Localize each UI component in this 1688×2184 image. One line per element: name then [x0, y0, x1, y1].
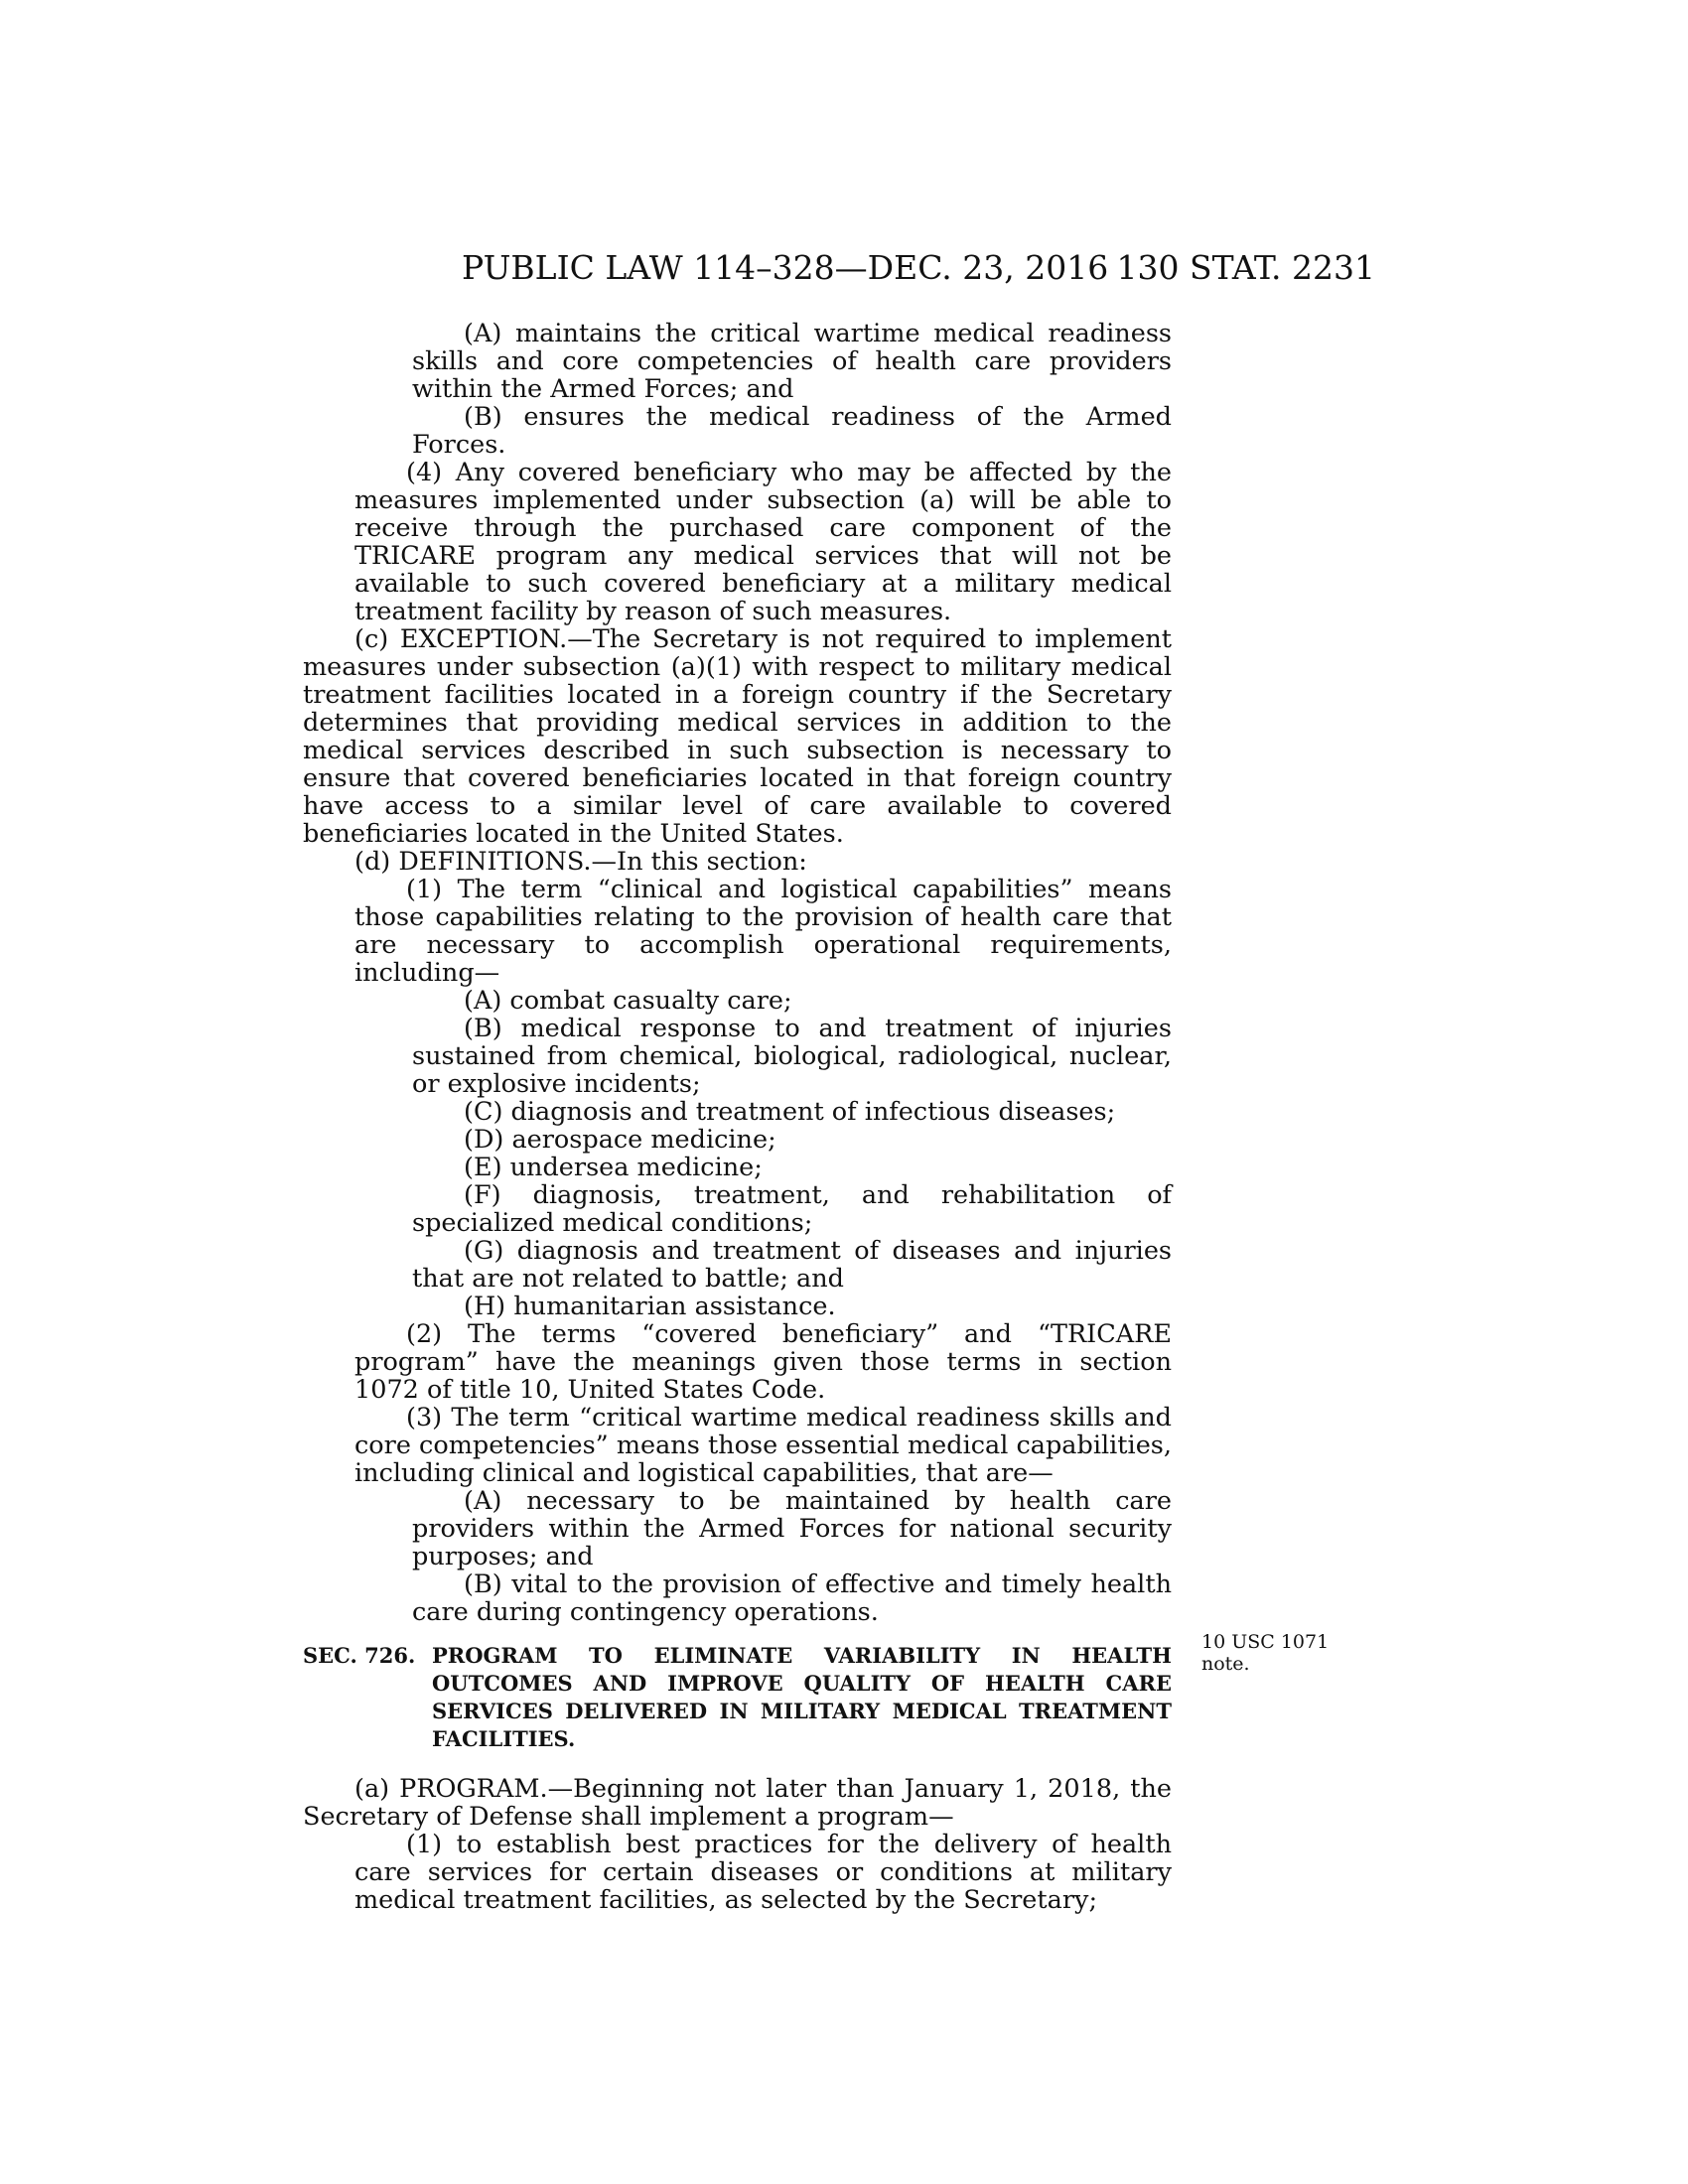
paragraph: (4) Any covered beneficiary who may be affected by the measures implemented under subsection (a) will be able to receive through the purchased care component of the TRICARE program any medical services that will not be available to such covered beneficiary at a military medical treatment facility by reason of such measures.: [354, 458, 1172, 626]
section-title: PROGRAM TO ELIMINATE VARIABILITY IN HEALTH OUTCOMES AND IMPROVE QUALITY OF HEALTH CARE SERVICES DELIVERED IN MILITARY MEDICAL TREATMENT FACILITIES.: [432, 1643, 1172, 1751]
paragraph: (H) humanitarian assistance.: [464, 1292, 836, 1321]
section-number: SEC. 726.: [303, 1643, 416, 1668]
paragraph: (B) ensures the medical readiness of the Armed Forces.: [412, 402, 1172, 460]
paragraph: (D) aerospace medicine;: [464, 1125, 776, 1155]
paragraph: (B) vital to the provision of effective and timely health care during contingency operations.: [412, 1570, 1172, 1627]
paragraph: (A) necessary to be maintained by health care providers within the Armed Forces for national security purposes; and: [412, 1486, 1172, 1571]
section-heading: [303, 1642, 1172, 1753]
paragraph: (F) diagnosis, treatment, and rehabilitation of specialized medical conditions;: [412, 1180, 1172, 1238]
program-heading: PROGRAM.: [399, 1774, 548, 1804]
paragraph: (C) diagnosis and treatment of infectious diseases;: [464, 1097, 1116, 1127]
paragraph: (3) The term “critical wartime medical readiness skills and core competencies” means those essential medical capabilities, including clinical and logistical capabilities, that are—: [354, 1403, 1172, 1488]
exception-heading: EXCEPTION.: [399, 624, 568, 654]
paragraph: (1) The term “clinical and logistical capabilities” means those capabilities relating to the provision of health care that are necessary to accomplish operational requirements, including—: [354, 875, 1172, 988]
paragraph-definitions: (d) DEFINITIONS.—In this section:: [354, 847, 807, 877]
paragraph: (E) undersea medicine;: [464, 1153, 763, 1182]
margin-note: 10 USC 1071 note.: [1201, 1631, 1330, 1675]
paragraph: (A) maintains the critical wartime medical readiness skills and core competencies of health care providers within the Armed Forces; and: [412, 319, 1172, 404]
paragraph: (2) The terms “covered beneficiary” and “TRICARE program” have the meanings given those terms in section 1072 of title 10, United States Code.: [354, 1319, 1172, 1405]
paragraph-program: (a) PROGRAM.—Beginning not later than January 1, 2018, the Secretary of Defense shall implement a program—: [303, 1774, 1172, 1832]
paragraph: (B) medical response to and treatment of injuries sustained from chemical, biological, radiological, nuclear, or explosive incidents;: [412, 1014, 1172, 1099]
definitions-heading: DEFINITIONS.: [398, 847, 592, 877]
stat-page-number: 130 STAT. 2231: [1116, 248, 1375, 287]
law-citation: PUBLIC LAW 114–328—DEC. 23, 2016: [462, 248, 1109, 287]
body-text: [303, 320, 1172, 1914]
paragraph: (1) to establish best practices for the delivery of health care services for certain diseases or conditions at military medical treatment facilities, as selected by the Secretary;: [354, 1830, 1172, 1915]
paragraph: (A) combat casualty care;: [464, 986, 792, 1016]
paragraph: (G) diagnosis and treatment of diseases and injuries that are not related to battle; and: [412, 1236, 1172, 1294]
paragraph-exception: (c) EXCEPTION.—The Secretary is not required to implement measures under subsection (a)(1) with respect to military medical treatment facilities located in a foreign country if the Secretary determines that providing medical services in addition to the medical services described in such subsection is necessary to ensure that covered beneficiaries located in that foreign country have access to a similar level of care available to covered beneficiaries located in the United States.: [303, 624, 1172, 849]
